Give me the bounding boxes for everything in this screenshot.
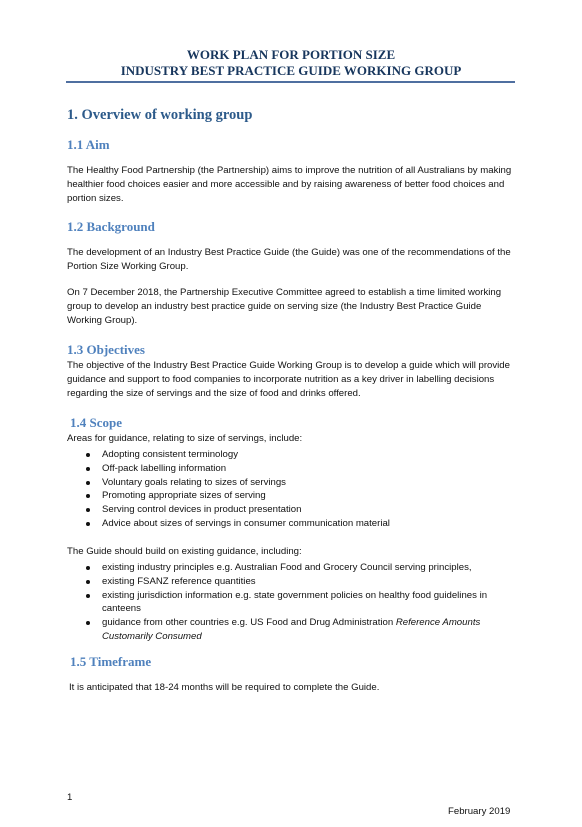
- list-item: Promoting appropriate sizes of serving: [86, 489, 516, 503]
- heading-aim: 1.1 Aim: [67, 137, 110, 152]
- list-item: Adopting consistent terminology: [86, 448, 516, 462]
- scope-intro: Areas for guidance, relating to size of servings, include:: [67, 433, 303, 444]
- heading-scope: 1.4 Scope: [70, 415, 122, 430]
- title-divider: [66, 81, 515, 83]
- background-para-2: On 7 December 2018, the Partnership Executive Committee agreed to establish a time limited working group to develop an industry best practice guide on serving size (the Industry Best Practice Guide Working Group).: [67, 287, 502, 326]
- list-item: [86, 616, 516, 644]
- list-item: Voluntary goals relating to sizes of servings: [86, 476, 516, 490]
- title-line-1: WORK PLAN FOR PORTION SIZE: [186, 47, 396, 62]
- heading-timeframe: 1.5 Timeframe: [70, 654, 152, 669]
- heading-objectives: 1.3 Objectives: [67, 342, 145, 357]
- list-item: Serving control devices in product presentation: [86, 503, 516, 517]
- objectives-text: The objective of the Industry Best Practice Guide Working Group is to develop a guide which will provide guidance and support to food companies to incorporate nutrition as a key driver in labelling decisions regarding the size of servings and the size of food and drinks offered.: [67, 360, 510, 399]
- list-item: Advice about sizes of servings in consumer communication material: [86, 517, 516, 531]
- background-para-1: The development of an Industry Best Practice Guide (the Guide) was one of the recommendations of the Portion Size Working Group.: [67, 247, 511, 272]
- list-item: Off-pack labelling information: [86, 462, 516, 476]
- list-item: existing jurisdiction information e.g. state government policies on healthy food guidelines in canteens: [86, 589, 516, 617]
- heading-background: 1.2 Background: [67, 219, 155, 234]
- section-heading-overview: 1. Overview of working group: [67, 107, 253, 123]
- aim-text: The Healthy Food Partnership (the Partnership) aims to improve the nutrition of all Australians by making healthier food choices easier and more accessible and by raising awareness of better food choices and portion sizes.: [67, 165, 512, 204]
- scope-intro-2: The Guide should build on existing guidance, including:: [67, 546, 302, 557]
- list-item: existing FSANZ reference quantities: [86, 575, 516, 589]
- footer-date: February 2019: [448, 806, 511, 817]
- page-number: 1: [67, 792, 73, 803]
- list-item-italic-text: Reference Amounts Customarily Consumed: [102, 617, 481, 642]
- list-item: existing industry principles e.g. Australian Food and Grocery Council serving principles,: [86, 561, 516, 575]
- scope-areas-list: [86, 448, 516, 531]
- existing-guidance-list: [86, 561, 516, 644]
- list-item-text: guidance from other countries e.g. US Food and Drug Administration: [102, 617, 396, 629]
- title-line-2: INDUSTRY BEST PRACTICE GUIDE WORKING GROUP: [120, 63, 462, 78]
- timeframe-text: It is anticipated that 18-24 months will be required to complete the Guide.: [69, 682, 380, 693]
